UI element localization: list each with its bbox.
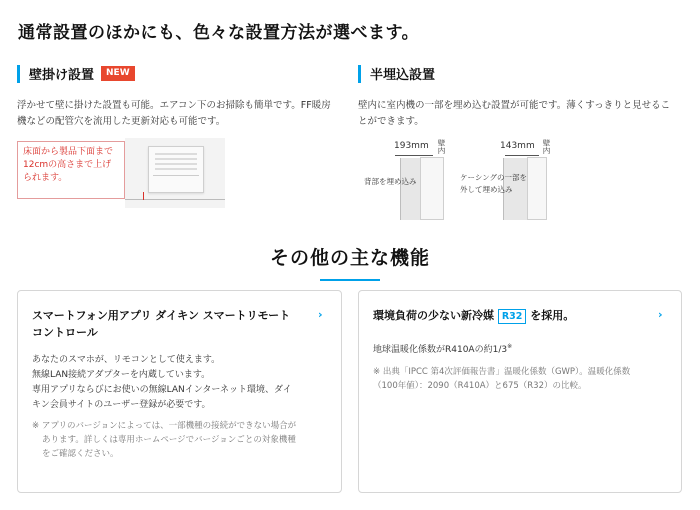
semi-recessed-text-line: とができます。	[358, 116, 424, 127]
wall-mount-text-line: 浮かせて壁に掛けた設置も可能。エアコン下のお掃除も簡単です。FF暖房	[17, 100, 331, 111]
card-body-line: キン会員サイトのユーザー登録が必要です。	[32, 400, 211, 410]
indoor-unit-illustration	[148, 146, 204, 193]
wall-mount-heading	[17, 64, 135, 83]
recess-caption	[460, 172, 527, 196]
semi-recessed-text-line: 壁内に室内機の一部を埋め込む設置が可能です。薄くすっきりと見せるこ	[358, 100, 671, 111]
height-note-line: 床面から製品下面まで	[23, 147, 114, 157]
dimension-line	[395, 155, 433, 156]
card-note-line: ※ 出典「IPCC 第4次評価報告書」温暖化係数（GWP）。温暖化係数	[373, 367, 631, 377]
card-body-line: あなたのスマホが、リモコンとして使えます。	[32, 355, 221, 365]
height-dimension-mark	[143, 192, 144, 200]
recess-caption-line: 外して埋め込み	[460, 185, 513, 194]
card-body-line: 無線LAN接続アダプターを内蔵しています。	[32, 370, 211, 380]
card-body-line: 専用アプリならびにお使いの無線LANインターネット環境、ダイ	[32, 385, 292, 395]
features-heading-underline	[320, 279, 380, 281]
features-heading: その他の主な機能	[269, 247, 430, 269]
chevron-right-icon[interactable]: ›	[658, 308, 663, 321]
height-note-line: 12cmの高さまで上げ	[23, 160, 112, 170]
recess-depth-label: 143mm	[500, 141, 535, 151]
section-accent-bar	[358, 65, 361, 83]
refrigerant-card-title	[373, 307, 574, 324]
card-title-line: コントロール	[32, 326, 98, 339]
indoor-unit-side	[420, 157, 444, 220]
wall-label: 壁内	[437, 139, 446, 154]
refrigerant-card-note	[373, 365, 630, 393]
recess-caption: 背部を埋め込み	[364, 177, 417, 186]
height-note-line: られます。	[23, 173, 68, 183]
dimension-line	[505, 155, 539, 156]
floor-line	[125, 199, 225, 200]
card-note-line: あります。詳しくは専用ホームページでバージョンごとの対象機種	[42, 435, 296, 445]
card-body-text: 地球温暖化係数がR410Aの約1/3	[373, 345, 508, 355]
r32-badge: R32	[498, 309, 527, 324]
wall-mount-description	[17, 98, 331, 130]
card-note-line: ※ アプリのバージョンによっては、一部機種の接続ができない場合が	[32, 421, 297, 431]
wall-label: 壁内	[542, 139, 551, 154]
refrigerant-card-body	[373, 339, 512, 358]
chevron-right-icon[interactable]: ›	[318, 308, 323, 321]
smartphone-app-card-note	[32, 419, 296, 461]
card-note-line: （100年値）：2090（R410A）と675（R32）の比較。	[373, 381, 587, 391]
recess-caption-line: ケーシングの一部を	[460, 173, 528, 182]
semi-recessed-title: 半埋込設置	[370, 68, 436, 83]
smartphone-app-card-title	[32, 307, 290, 341]
recess-depth-label: 193mm	[394, 141, 429, 151]
smartphone-app-card[interactable]	[17, 290, 342, 493]
card-title-text: を採用。	[530, 309, 575, 322]
page-headline: 通常設置のほかにも、色々な設置方法が選べます。	[18, 23, 420, 43]
wall-mount-text-line: 機などの配管穴を流用した更新対応も可能です。	[17, 116, 226, 127]
refrigerant-card[interactable]	[358, 290, 682, 493]
semi-recessed-heading	[358, 64, 435, 83]
card-title-line: スマートフォン用アプリ ダイキン スマートリモート	[32, 309, 291, 322]
semi-recessed-description	[358, 98, 670, 130]
section-accent-bar	[17, 65, 20, 83]
card-note-line: をご確認ください。	[42, 449, 119, 459]
smartphone-app-card-body	[32, 353, 292, 413]
footnote-mark: ※	[507, 343, 513, 350]
indoor-unit-side	[527, 157, 547, 220]
wall-mount-title: 壁掛け設置	[29, 68, 95, 83]
card-title-text: 環境負荷の少ない新冷媒	[373, 309, 494, 322]
new-badge: NEW	[101, 66, 135, 81]
height-note-box	[17, 141, 125, 199]
